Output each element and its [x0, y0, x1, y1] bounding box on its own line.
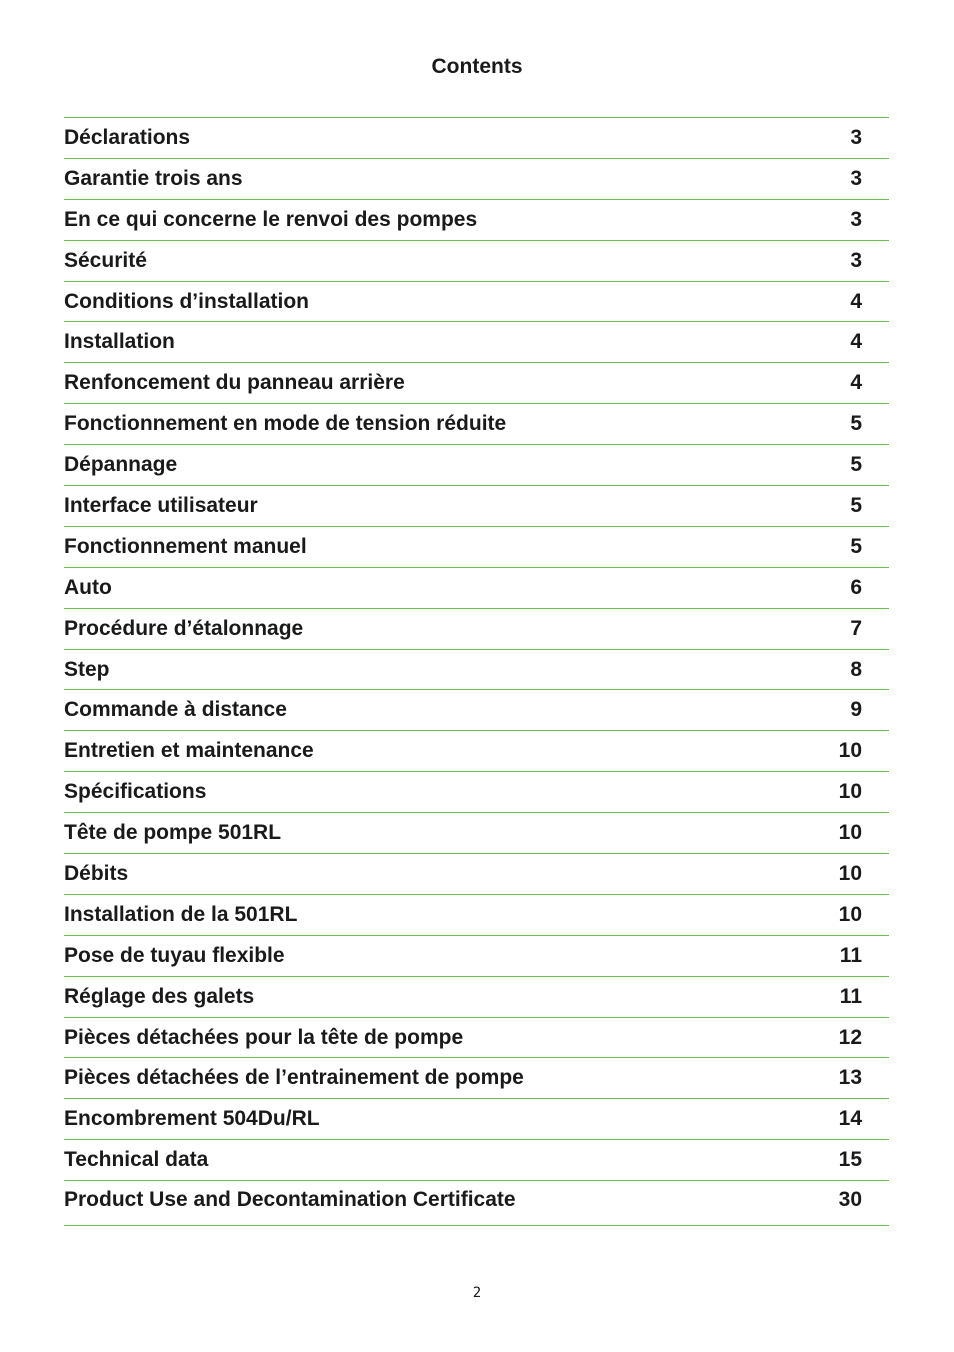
toc-entry-page: 6: [850, 575, 862, 599]
toc-entry-title: Réglage des galets: [64, 984, 255, 1008]
toc-entry-page: 9: [850, 698, 862, 722]
toc-row[interactable]: [64, 1181, 889, 1226]
toc-entry-page: 8: [850, 657, 862, 681]
toc-row[interactable]: [64, 1099, 889, 1140]
toc-entry-title: Sécurité: [64, 248, 147, 272]
toc-row[interactable]: [64, 731, 889, 772]
toc-entry-title: Encombrement 504Du/RL: [64, 1107, 320, 1131]
toc-row[interactable]: [64, 650, 889, 691]
toc-entry-title: Interface utilisateur: [64, 493, 258, 517]
toc-entry-page: 3: [850, 207, 862, 231]
toc-row[interactable]: [64, 486, 889, 527]
toc-entry-page: 5: [850, 493, 862, 517]
toc-entry-page: 13: [838, 1066, 862, 1090]
toc-entry-page: 7: [850, 616, 862, 640]
toc-entry-title: Procédure d’étalonnage: [64, 616, 304, 640]
toc-entry-page: 10: [838, 821, 862, 845]
toc-entry-title: Commande à distance: [64, 698, 287, 722]
toc-entry-title: Step: [64, 657, 110, 681]
toc-entry-title: Débits: [64, 861, 129, 885]
toc-entry-title: Fonctionnement manuel: [64, 534, 307, 558]
toc-row[interactable]: [64, 772, 889, 813]
toc-entry-page: 10: [838, 861, 862, 885]
toc-entry-page: 12: [838, 1025, 862, 1049]
page-title: Contents: [431, 55, 523, 78]
toc-row[interactable]: [64, 200, 889, 241]
toc-entry-page: 3: [850, 248, 862, 272]
toc-row[interactable]: [64, 1140, 889, 1181]
toc-entry-page: 5: [850, 453, 862, 477]
toc-entry-page: 5: [850, 534, 862, 558]
toc-entry-title: Technical data: [64, 1148, 209, 1172]
toc-entry-page: 30: [838, 1188, 862, 1212]
toc-row[interactable]: [64, 282, 889, 323]
page-number: 2: [472, 1285, 482, 1301]
toc-entry-page: 3: [850, 166, 862, 190]
toc-entry-title: Pose de tuyau flexible: [64, 943, 285, 967]
toc-row[interactable]: [64, 1018, 889, 1059]
toc-entry-title: Auto: [64, 575, 112, 599]
toc-row[interactable]: [64, 241, 889, 282]
toc-row[interactable]: [64, 936, 889, 977]
toc-entry-page: 10: [838, 739, 862, 763]
toc-entry-title: Product Use and Decontamination Certificate: [64, 1188, 516, 1212]
toc-entry-title: Spécifications: [64, 780, 207, 804]
toc-row[interactable]: [64, 977, 889, 1018]
table-of-contents: [64, 117, 889, 1226]
toc-entry-title: Fonctionnement en mode de tension réduite: [64, 412, 507, 436]
toc-entry-title: Installation de la 501RL: [64, 902, 298, 926]
toc-entry-page: 11: [839, 943, 862, 967]
toc-row[interactable]: [64, 854, 889, 895]
toc-row[interactable]: [64, 159, 889, 200]
toc-entry-title: Pièces détachées de l’entrainement de pompe: [64, 1066, 524, 1090]
toc-entry-page: 10: [838, 780, 862, 804]
toc-row[interactable]: [64, 363, 889, 404]
toc-entry-title: Renfoncement du panneau arrière: [64, 371, 405, 395]
toc-row[interactable]: [64, 445, 889, 486]
toc-entry-title: En ce qui concerne le renvoi des pompes: [64, 207, 478, 231]
toc-entry-page: 11: [839, 984, 862, 1008]
toc-row[interactable]: [64, 568, 889, 609]
toc-entry-page: 4: [850, 330, 862, 354]
toc-entry-page: 14: [838, 1107, 862, 1131]
toc-entry-page: 5: [850, 412, 862, 436]
toc-entry-page: 4: [850, 371, 862, 395]
toc-row[interactable]: [64, 1058, 889, 1099]
toc-row[interactable]: [64, 895, 889, 936]
toc-entry-page: 3: [850, 125, 862, 149]
toc-row[interactable]: [64, 322, 889, 363]
toc-row[interactable]: [64, 118, 889, 159]
toc-entry-title: Garantie trois ans: [64, 166, 243, 190]
toc-entry-title: Déclarations: [64, 125, 191, 149]
toc-entry-page: 4: [850, 289, 862, 313]
toc-row[interactable]: [64, 813, 889, 854]
toc-entry-page: 10: [838, 902, 862, 926]
toc-entry-title: Tête de pompe 501RL: [64, 821, 282, 845]
toc-entry-title: Installation: [64, 330, 175, 354]
toc-entry-title: Dépannage: [64, 453, 178, 477]
toc-entry-page: 15: [838, 1148, 862, 1172]
toc-row[interactable]: [64, 609, 889, 650]
toc-entry-title: Conditions d’installation: [64, 289, 309, 313]
toc-entry-title: Entretien et maintenance: [64, 739, 314, 763]
toc-entry-title: Pièces détachées pour la tête de pompe: [64, 1025, 464, 1049]
toc-row[interactable]: [64, 527, 889, 568]
toc-row[interactable]: [64, 404, 889, 445]
toc-row[interactable]: [64, 690, 889, 731]
